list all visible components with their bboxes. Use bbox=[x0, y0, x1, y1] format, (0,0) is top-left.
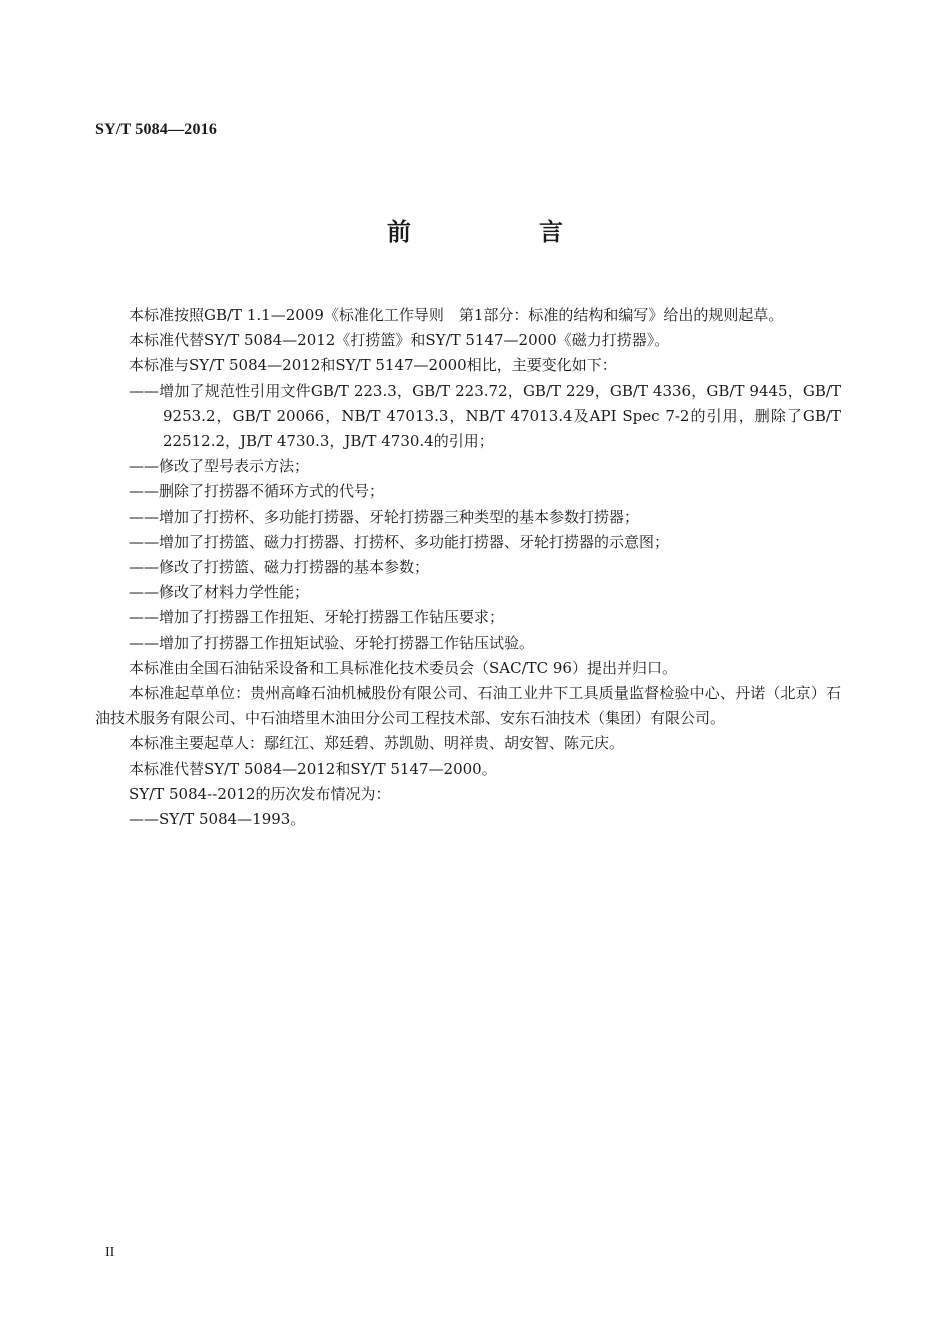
standard-code: SY/T 5084—2016 bbox=[95, 121, 218, 138]
paragraph-replacement: 本标准代替SY/T 5084—2012《打捞篮》和SY/T 5147—2000《磁力打捞器》。 bbox=[129, 331, 670, 350]
paragraph-drafting-units: 本标准起草单位：贵州高峰石油机械股份有限公司、石油工业井下工具质量监督检验中心、丹诺（北京）石油技术服务有限公司、中石油塔里木油田分公司工程技术部、安东石油技术（集团）有限公司。 bbox=[95, 684, 841, 728]
paragraph-replaces: 本标准代替SY/T 5084—2012和SY/T 5147—2000。 bbox=[129, 759, 497, 778]
change-item: ——修改了材料力学性能； bbox=[129, 583, 310, 602]
change-item: ——修改了型号表示方法； bbox=[129, 457, 310, 476]
paragraph-changes-intro: 本标准与SY/T 5084—2012和SY/T 5147—2000相比，主要变化如下： bbox=[129, 356, 617, 375]
paragraph-drafting-rules: 本标准按照GB/T 1.1—2009《标准化工作导则 第1部分：标准的结构和编写》给出的规则起草。 bbox=[129, 306, 784, 324]
change-item: ——增加了打捞篮、磁力打捞器、打捞杯、多功能打捞器、牙轮打捞器的示意图； bbox=[129, 532, 670, 551]
change-item: ——增加了打捞器工作扭矩试验、牙轮打捞器工作钻压试验。 bbox=[129, 633, 535, 652]
paragraph-drafters: 本标准主要起草人：鄢红江、郑廷碧、苏凯勋、明祥贵、胡安智、陈元庆。 bbox=[129, 734, 625, 753]
page-title: 前 言 bbox=[387, 218, 615, 246]
change-item: ——删除了打捞器不循环方式的代号； bbox=[129, 482, 385, 501]
paragraph-history-intro: SY/T 5084--2012的历次发布情况为： bbox=[129, 784, 391, 803]
foreword-body bbox=[95, 303, 841, 832]
change-item: ——增加了打捞杯、多功能打捞器、牙轮打捞器三种类型的基本参数打捞器； bbox=[129, 507, 640, 526]
change-item: ——增加了规范性引用文件GB/T 223.3，GB/T 223.72，GB/T 229，GB/T 4336，GB/T 9445，GB/T 9253.2，GB/T 20066，NB/T 47013.3，NB/T 47013.4及API Spec 7-2的引用，删除了GB/T 22512.2，JB/T 4730.3，JB/T 4730.4的引用； bbox=[129, 381, 841, 451]
page-number: II bbox=[105, 1245, 115, 1260]
history-item: ——SY/T 5084—1993。 bbox=[129, 810, 306, 829]
paragraph-proposer: 本标准由全国石油钻采设备和工具标准化技术委员会（SAC/TC 96）提出并归口。 bbox=[129, 658, 677, 677]
change-item: ——修改了打捞篮、磁力打捞器的基本参数； bbox=[129, 558, 430, 577]
change-item: ——增加了打捞器工作扭矩、牙轮打捞器工作钻压要求； bbox=[129, 608, 505, 627]
